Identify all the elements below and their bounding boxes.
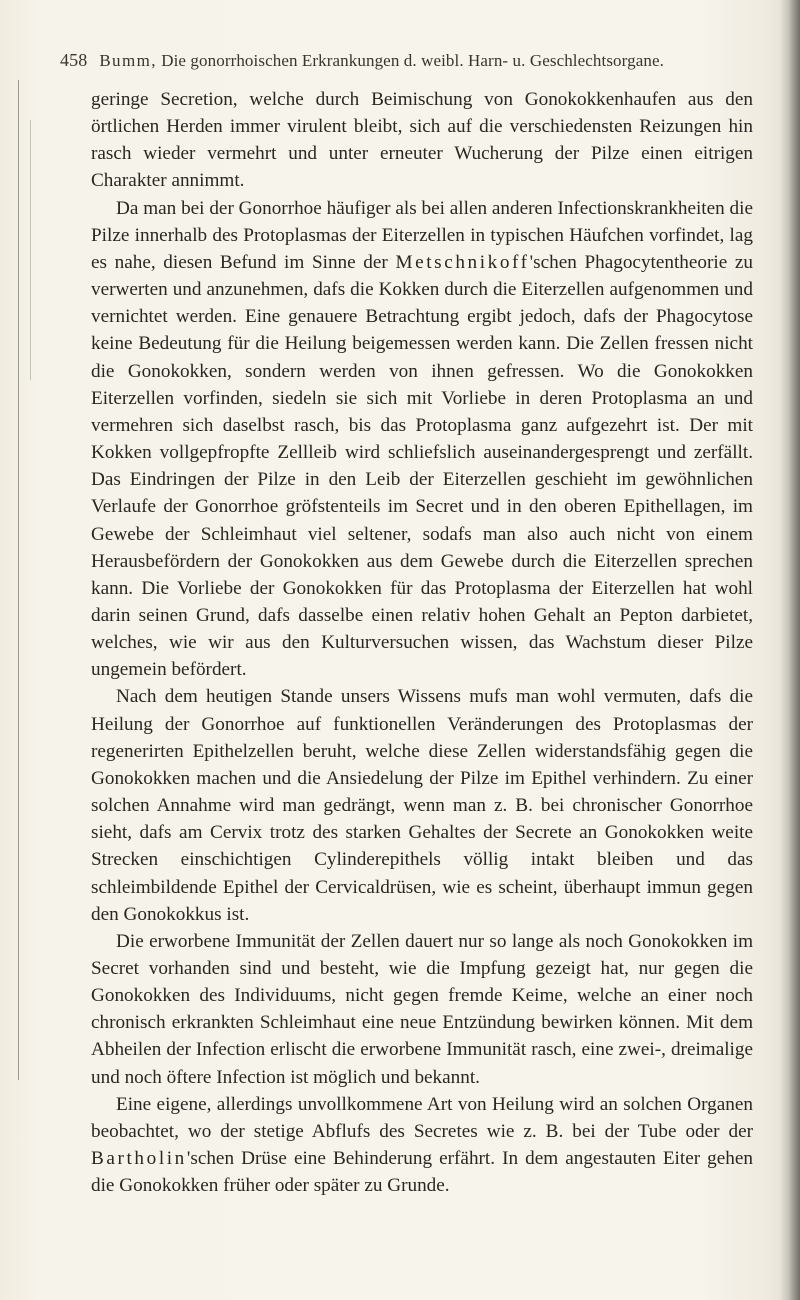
page-edge-shadow — [780, 0, 800, 1300]
body-text — [91, 86, 753, 1199]
paragraph-5 — [91, 1091, 753, 1200]
running-header — [60, 50, 760, 76]
paragraph-2 — [91, 195, 753, 684]
paragraph-5-text-b: 'schen Drüse eine Behinderung erfährt. In dem angestauten Eiter gehen die Gonokokken früher oder später zu Grunde. — [91, 1148, 753, 1197]
running-title-text: Die gonorrhoischen Erkrankungen d. weibl. Harn- u. Geschlechtsorgane. — [161, 51, 664, 70]
margin-rule-secondary — [30, 120, 31, 380]
running-title — [99, 51, 664, 71]
paragraph-2-text-a: Da man bei der Gonorrhoe häufiger als bei allen anderen Infectionskrankheiten die Pilze innerhalb des Protoplasmas der Eiterzellen in typischen Häufchen vorfindet, lag es nahe, diesen Befund im Sinne der — [91, 197, 753, 273]
margin-rule — [18, 80, 19, 1080]
paragraph-3 — [91, 683, 753, 927]
paragraph-2-text-b: 'schen Phagocytentheorie zu verwerten und anzunehmen, dafs die Kokken durch die Eiterzellen aufgenommen und vernichtet werden. Eine genauere Betrachtung ergibt jedoch, dafs der Phagocytose keine Bedeutung für die Heilung beigemessen werden kann. Die Zellen fressen nicht die Gonokokken, sondern werden von ihnen gefressen. Wo die Gonokokken Eiterzellen vorfinden, siedeln sie sich mit Vorliebe in deren Protoplasma an und vermehren sich daselbst rasch, bis das Protoplasma ganz aufgezehrt ist. Der mit Kokken vollgepfropfte Zellleib wird schliefslich auseinandergesprengt und zerfällt. Das Eindringen der Pilze in den Leib der Eiterzellen geschieht im gewöhnlichen Verlaufe der Gonorrhoe gröfstenteils im Secret und in den oberen Epithellagen, im Gewebe der Schleimhaut viel seltener, sodafs man also auch nicht von einem Herausbefördern der Gonokokken aus dem Gewebe durch die Eiterzellen sprechen kann. Die Vorliebe der Gonokokken für das Protoplasma der Eiterzellen hat wohl darin seinen Grund, dafs dasselbe einen relativ hohen Gehalt an Pepton darbietet, welches, wie wir aus den Kulturversuchen wissen, das Wachstum dieser Pilze ungemein befördert. — [91, 251, 753, 681]
running-title-author: Bumm, — [99, 51, 157, 70]
page-number: 458 — [60, 50, 88, 70]
paragraph-5-text-a: Eine eigene, allerdings unvollkommene Art von Heilung wird an solchen Organen beobachtet, wo der stetige Abflufs des Secretes wie z. B. bei der Tube oder der — [91, 1093, 753, 1142]
paragraph-5-spaced-name: Bartholin — [91, 1148, 187, 1170]
paragraph-4 — [91, 928, 753, 1091]
paragraph-1 — [91, 86, 753, 195]
paragraph-1-text: geringe Secretion, welche durch Beimischung von Gonokokkenhaufen aus den örtlichen Herden immer virulent bleibt, sich auf die verschiedensten Reizungen hin rasch wieder vermehrt und unter erneuter Wucherung der Pilze einen eitrigen Charakter annimmt. — [91, 89, 753, 192]
paragraph-2-spaced-name: Metschnikoff — [395, 251, 530, 273]
paragraph-3-text: Nach dem heutigen Stande unsers Wissens mufs man wohl vermuten, dafs die Heilung der Gonorrhoe auf funktionellen Veränderungen des Protoplasmas der regenerirten Epithelzellen beruht, welche diese Zellen widerstandsfähig gegen die Gonokokken machen und die Ansiedelung der Pilze im Epithel verhindern. Zu einer solchen Annahme wird man gedrängt, wenn man z. B. bei chronischer Gonorrhoe sieht, dafs am Cervix trotz des starken Gehaltes der Secrete an Gonokokken weite Strecken einschichtigen Cylinderepithels völlig intakt bleiben und das schleimbildende Epithel der Cervicaldrüsen, wie es scheint, überhaupt immun gegen den Gonokokkus ist. — [91, 686, 753, 925]
paragraph-4-text: Die erworbene Immunität der Zellen dauert nur so lange als noch Gonokokken im Secret vorhanden sind und besteht, wie die Impfung gezeigt hat, nur gegen die Gonokokken des Individuums, nicht gegen fremde Keime, welche an einer noch chronisch erkrankten Schleimhaut eine neue Entzündung bewirken können. Mit dem Abheilen der Infection erlischt die erworbene Immunität rasch, eine zwei-, dreimalige und noch öftere Infection ist möglich und bekannt. — [91, 930, 753, 1088]
